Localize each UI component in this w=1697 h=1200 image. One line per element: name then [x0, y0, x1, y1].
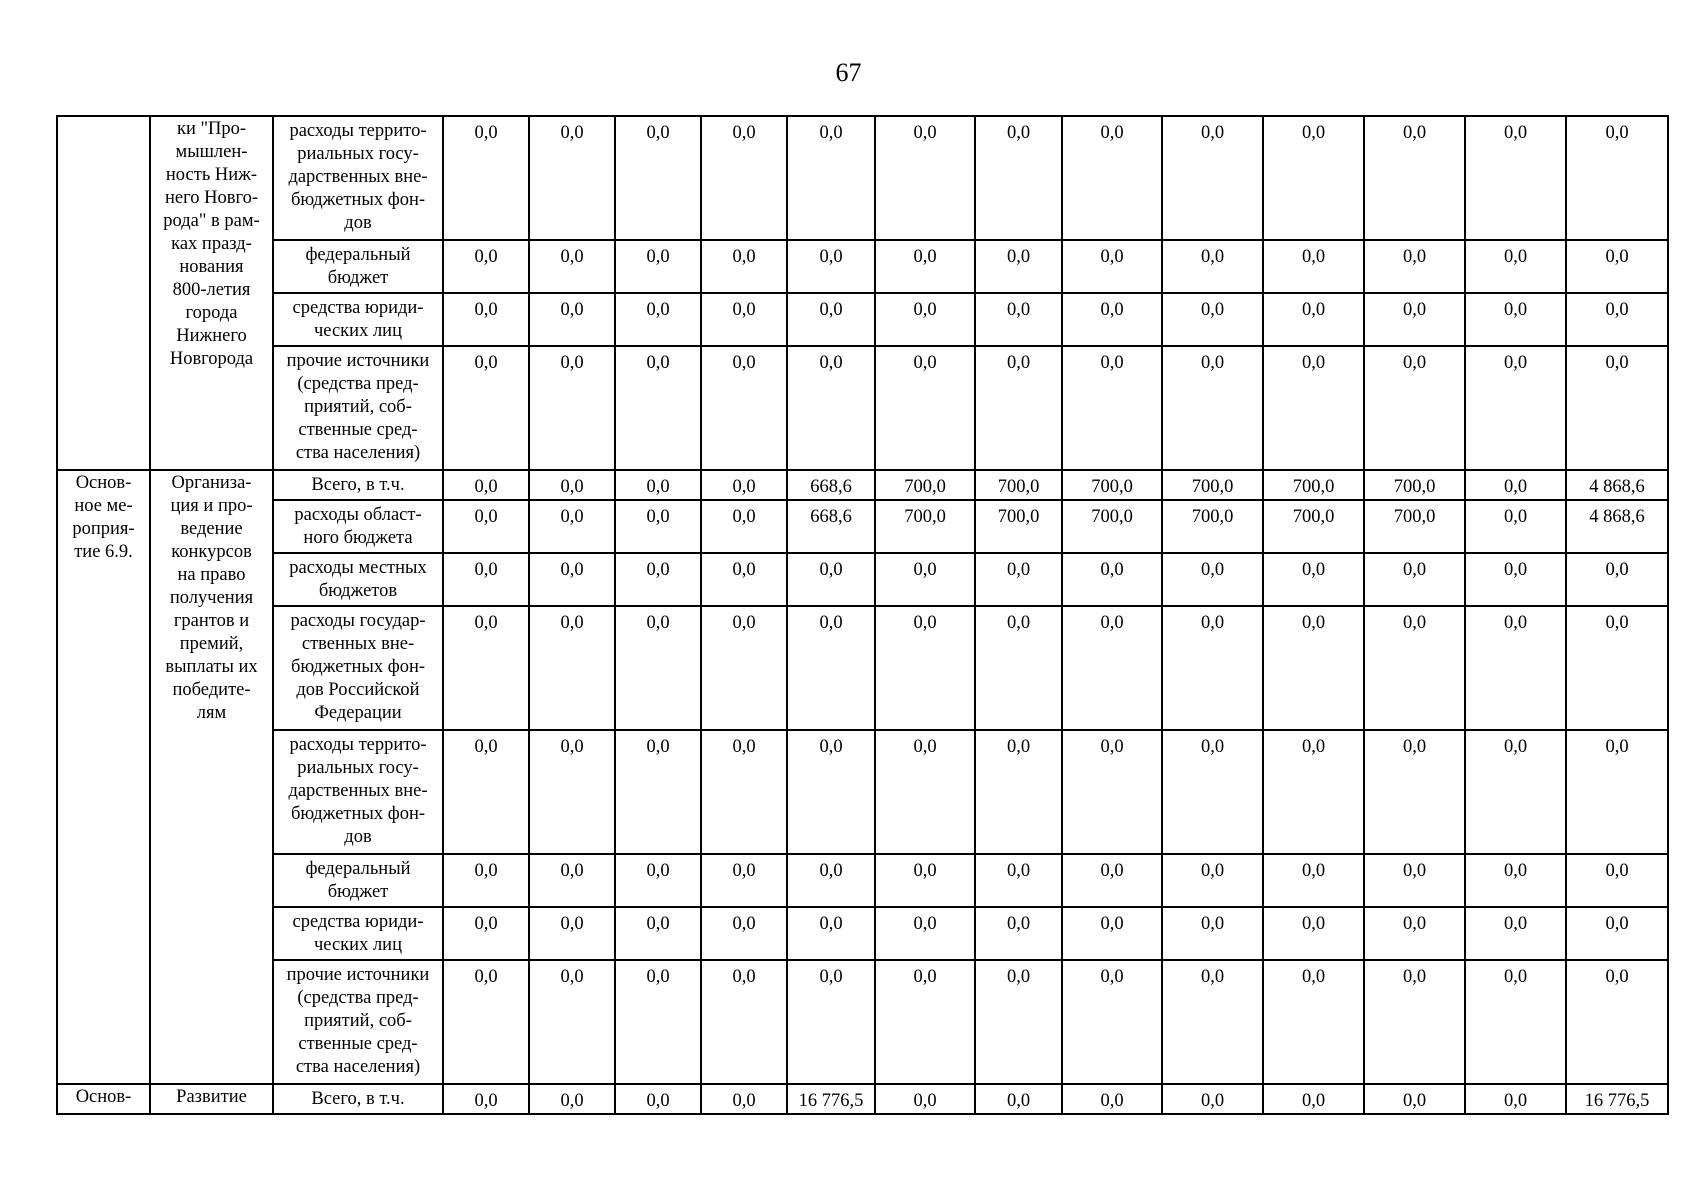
- activity-title: ки "Про- мышлен- ность Ниж- него Новго- рода" в рам- ках празд- нования 800-летия города Нижнего Новгорода: [150, 116, 273, 470]
- funding-source: средства юриди- ческих лиц: [273, 293, 443, 346]
- value-cell: 0,0: [1162, 960, 1263, 1084]
- table-row: [57, 730, 1668, 854]
- value-cell: 0,0: [443, 730, 529, 854]
- value-cell: 0,0: [787, 116, 875, 240]
- value-cell: 0,0: [787, 907, 875, 960]
- value-cell: 0,0: [787, 293, 875, 346]
- value-cell: 0,0: [701, 960, 787, 1084]
- funding-source: Всего, в т.ч.: [273, 1084, 443, 1114]
- value-cell: 700,0: [975, 500, 1062, 553]
- table-row: [57, 293, 1668, 346]
- table-row: [57, 470, 1668, 500]
- value-cell: 0,0: [975, 553, 1062, 606]
- value-cell: 700,0: [875, 500, 975, 553]
- value-cell: 0,0: [443, 907, 529, 960]
- value-cell: 700,0: [975, 470, 1062, 500]
- value-cell: 0,0: [1062, 553, 1162, 606]
- value-cell: 0,0: [615, 907, 701, 960]
- value-cell: 0,0: [1263, 730, 1364, 854]
- activity-title: Организа- ция и про- ведение конкурсов на право получения грантов и премий, выплаты их победите- лям: [150, 470, 273, 1084]
- value-cell: 0,0: [701, 500, 787, 553]
- value-cell: 0,0: [443, 500, 529, 553]
- value-cell: 0,0: [1062, 116, 1162, 240]
- value-cell: 0,0: [615, 730, 701, 854]
- value-cell: 0,0: [1364, 116, 1465, 240]
- value-cell: 0,0: [701, 553, 787, 606]
- value-cell: 0,0: [701, 293, 787, 346]
- activity-code: Основ-: [57, 1084, 150, 1114]
- value-cell: 0,0: [443, 293, 529, 346]
- value-cell: 0,0: [443, 240, 529, 293]
- value-cell: 0,0: [529, 293, 615, 346]
- value-cell: 0,0: [529, 854, 615, 907]
- value-cell: 0,0: [975, 293, 1062, 346]
- value-cell: 0,0: [1364, 960, 1465, 1084]
- page-number: 67: [835, 58, 862, 87]
- value-cell: 0,0: [1364, 240, 1465, 293]
- value-cell: 0,0: [1465, 240, 1566, 293]
- value-cell: 0,0: [1465, 116, 1566, 240]
- funding-source: прочие источники (средства пред- приятий, соб- ственные сред- ства населения): [273, 960, 443, 1084]
- value-cell: 0,0: [1263, 960, 1364, 1084]
- funding-source: расходы террито- риальных госу- дарственных вне- бюджетных фон- дов: [273, 730, 443, 854]
- value-cell: 700,0: [1364, 470, 1465, 500]
- table-row: [57, 346, 1668, 470]
- activity-title: Развитие: [150, 1084, 273, 1114]
- value-cell: 0,0: [875, 240, 975, 293]
- value-cell: 4 868,6: [1566, 500, 1668, 553]
- value-cell: 0,0: [701, 470, 787, 500]
- value-cell: 0,0: [615, 293, 701, 346]
- value-cell: 0,0: [1364, 907, 1465, 960]
- value-cell: 0,0: [443, 346, 529, 470]
- value-cell: 0,0: [443, 606, 529, 730]
- value-cell: 0,0: [1566, 116, 1668, 240]
- value-cell: 4 868,6: [1566, 470, 1668, 500]
- value-cell: 0,0: [443, 470, 529, 500]
- value-cell: 0,0: [875, 960, 975, 1084]
- value-cell: 0,0: [875, 1084, 975, 1114]
- value-cell: 0,0: [875, 116, 975, 240]
- value-cell: 0,0: [875, 730, 975, 854]
- table-body: [57, 116, 1668, 1114]
- value-cell: 0,0: [529, 1084, 615, 1114]
- value-cell: 0,0: [1263, 553, 1364, 606]
- value-cell: 0,0: [701, 907, 787, 960]
- value-cell: 0,0: [1566, 960, 1668, 1084]
- value-cell: 0,0: [975, 606, 1062, 730]
- value-cell: 0,0: [1465, 1084, 1566, 1114]
- value-cell: 0,0: [1062, 907, 1162, 960]
- value-cell: 0,0: [529, 730, 615, 854]
- value-cell: 0,0: [875, 553, 975, 606]
- value-cell: 0,0: [615, 116, 701, 240]
- value-cell: 0,0: [529, 240, 615, 293]
- value-cell: 0,0: [529, 500, 615, 553]
- value-cell: 0,0: [1062, 730, 1162, 854]
- value-cell: 0,0: [1263, 606, 1364, 730]
- funding-source: расходы област- ного бюджета: [273, 500, 443, 553]
- value-cell: 0,0: [1364, 606, 1465, 730]
- value-cell: 0,0: [1062, 854, 1162, 907]
- value-cell: 0,0: [1263, 907, 1364, 960]
- value-cell: 0,0: [529, 346, 615, 470]
- value-cell: 0,0: [1465, 500, 1566, 553]
- value-cell: 0,0: [701, 1084, 787, 1114]
- value-cell: 0,0: [443, 553, 529, 606]
- value-cell: 0,0: [787, 553, 875, 606]
- value-cell: 0,0: [1465, 854, 1566, 907]
- value-cell: 0,0: [443, 1084, 529, 1114]
- value-cell: 0,0: [615, 553, 701, 606]
- value-cell: 0,0: [875, 293, 975, 346]
- value-cell: 0,0: [701, 346, 787, 470]
- value-cell: 0,0: [529, 960, 615, 1084]
- funding-source: расходы государ- ственных вне- бюджетных фон- дов Российской Федерации: [273, 606, 443, 730]
- value-cell: 0,0: [1364, 346, 1465, 470]
- table-row: [57, 1084, 1668, 1114]
- value-cell: 0,0: [975, 116, 1062, 240]
- value-cell: 0,0: [787, 854, 875, 907]
- value-cell: 0,0: [787, 960, 875, 1084]
- value-cell: 0,0: [443, 854, 529, 907]
- value-cell: 0,0: [1465, 470, 1566, 500]
- value-cell: 0,0: [975, 240, 1062, 293]
- value-cell: 0,0: [1062, 960, 1162, 1084]
- value-cell: 0,0: [787, 346, 875, 470]
- value-cell: 0,0: [875, 854, 975, 907]
- value-cell: 0,0: [1162, 606, 1263, 730]
- value-cell: 0,0: [875, 346, 975, 470]
- value-cell: 0,0: [1162, 293, 1263, 346]
- value-cell: 0,0: [701, 606, 787, 730]
- value-cell: 0,0: [1465, 606, 1566, 730]
- value-cell: 668,6: [787, 470, 875, 500]
- value-cell: 0,0: [1162, 346, 1263, 470]
- value-cell: 0,0: [615, 606, 701, 730]
- value-cell: 0,0: [615, 854, 701, 907]
- value-cell: 0,0: [975, 907, 1062, 960]
- value-cell: 0,0: [1162, 907, 1263, 960]
- value-cell: 0,0: [615, 500, 701, 553]
- value-cell: 0,0: [1162, 116, 1263, 240]
- funding-table: [56, 115, 1669, 1115]
- value-cell: 0,0: [1162, 240, 1263, 293]
- funding-source: прочие источники (средства пред- приятий, соб- ственные сред- ства населения): [273, 346, 443, 470]
- value-cell: 0,0: [529, 470, 615, 500]
- value-cell: 0,0: [787, 240, 875, 293]
- value-cell: 0,0: [1263, 854, 1364, 907]
- value-cell: 0,0: [1062, 1084, 1162, 1114]
- value-cell: 0,0: [701, 730, 787, 854]
- value-cell: 0,0: [975, 1084, 1062, 1114]
- table-row: [57, 553, 1668, 606]
- value-cell: 0,0: [1263, 346, 1364, 470]
- value-cell: 0,0: [443, 960, 529, 1084]
- value-cell: 0,0: [1465, 293, 1566, 346]
- value-cell: 0,0: [1566, 606, 1668, 730]
- value-cell: 0,0: [1465, 553, 1566, 606]
- value-cell: 0,0: [529, 907, 615, 960]
- value-cell: 700,0: [875, 470, 975, 500]
- value-cell: 700,0: [1062, 500, 1162, 553]
- value-cell: 0,0: [1062, 293, 1162, 346]
- value-cell: 0,0: [1364, 854, 1465, 907]
- table-row: [57, 854, 1668, 907]
- value-cell: 16 776,5: [787, 1084, 875, 1114]
- value-cell: 0,0: [1364, 553, 1465, 606]
- value-cell: 0,0: [787, 730, 875, 854]
- table-row: [57, 960, 1668, 1084]
- table-row: [57, 116, 1668, 240]
- value-cell: 0,0: [1566, 854, 1668, 907]
- value-cell: 0,0: [529, 116, 615, 240]
- value-cell: 0,0: [1062, 240, 1162, 293]
- value-cell: 0,0: [1465, 960, 1566, 1084]
- funding-source: Всего, в т.ч.: [273, 470, 443, 500]
- value-cell: 0,0: [615, 960, 701, 1084]
- value-cell: 0,0: [1162, 854, 1263, 907]
- table-row: [57, 240, 1668, 293]
- value-cell: 0,0: [975, 854, 1062, 907]
- value-cell: 0,0: [1465, 346, 1566, 470]
- value-cell: 0,0: [1162, 553, 1263, 606]
- value-cell: 0,0: [975, 346, 1062, 470]
- value-cell: 0,0: [1263, 240, 1364, 293]
- value-cell: 700,0: [1263, 470, 1364, 500]
- value-cell: 0,0: [787, 606, 875, 730]
- table-row: [57, 606, 1668, 730]
- value-cell: 0,0: [1566, 346, 1668, 470]
- value-cell: 0,0: [975, 730, 1062, 854]
- value-cell: 0,0: [615, 346, 701, 470]
- value-cell: 0,0: [1162, 730, 1263, 854]
- value-cell: 0,0: [443, 116, 529, 240]
- value-cell: 0,0: [701, 116, 787, 240]
- value-cell: 0,0: [615, 240, 701, 293]
- value-cell: 0,0: [701, 240, 787, 293]
- funding-source: расходы местных бюджетов: [273, 553, 443, 606]
- value-cell: 0,0: [875, 907, 975, 960]
- value-cell: 0,0: [701, 854, 787, 907]
- table-row: [57, 500, 1668, 553]
- value-cell: 0,0: [1566, 907, 1668, 960]
- value-cell: 0,0: [975, 960, 1062, 1084]
- value-cell: 0,0: [529, 606, 615, 730]
- value-cell: 0,0: [1263, 293, 1364, 346]
- value-cell: 668,6: [787, 500, 875, 553]
- value-cell: 16 776,5: [1566, 1084, 1668, 1114]
- value-cell: 0,0: [1465, 730, 1566, 854]
- funding-source: средства юриди- ческих лиц: [273, 907, 443, 960]
- value-cell: 0,0: [1566, 240, 1668, 293]
- value-cell: 0,0: [1364, 293, 1465, 346]
- value-cell: 0,0: [1364, 730, 1465, 854]
- value-cell: 0,0: [1566, 293, 1668, 346]
- value-cell: 0,0: [1263, 116, 1364, 240]
- value-cell: 700,0: [1162, 470, 1263, 500]
- value-cell: 0,0: [1465, 907, 1566, 960]
- value-cell: 700,0: [1062, 470, 1162, 500]
- table-row: [57, 907, 1668, 960]
- funding-source: расходы террито- риальных госу- дарственных вне- бюджетных фон- дов: [273, 116, 443, 240]
- value-cell: 700,0: [1263, 500, 1364, 553]
- value-cell: 0,0: [529, 553, 615, 606]
- activity-code: [57, 116, 150, 470]
- value-cell: 0,0: [1162, 1084, 1263, 1114]
- funding-source: федеральный бюджет: [273, 240, 443, 293]
- value-cell: 0,0: [1263, 1084, 1364, 1114]
- activity-code: Основ- ное ме- роприя- тие 6.9.: [57, 470, 150, 1084]
- value-cell: 0,0: [1062, 606, 1162, 730]
- value-cell: 0,0: [1062, 346, 1162, 470]
- value-cell: 0,0: [1566, 730, 1668, 854]
- value-cell: 0,0: [615, 1084, 701, 1114]
- value-cell: 0,0: [1566, 553, 1668, 606]
- value-cell: 700,0: [1162, 500, 1263, 553]
- value-cell: 700,0: [1364, 500, 1465, 553]
- value-cell: 0,0: [875, 606, 975, 730]
- funding-source: федеральный бюджет: [273, 854, 443, 907]
- value-cell: 0,0: [615, 470, 701, 500]
- value-cell: 0,0: [1364, 1084, 1465, 1114]
